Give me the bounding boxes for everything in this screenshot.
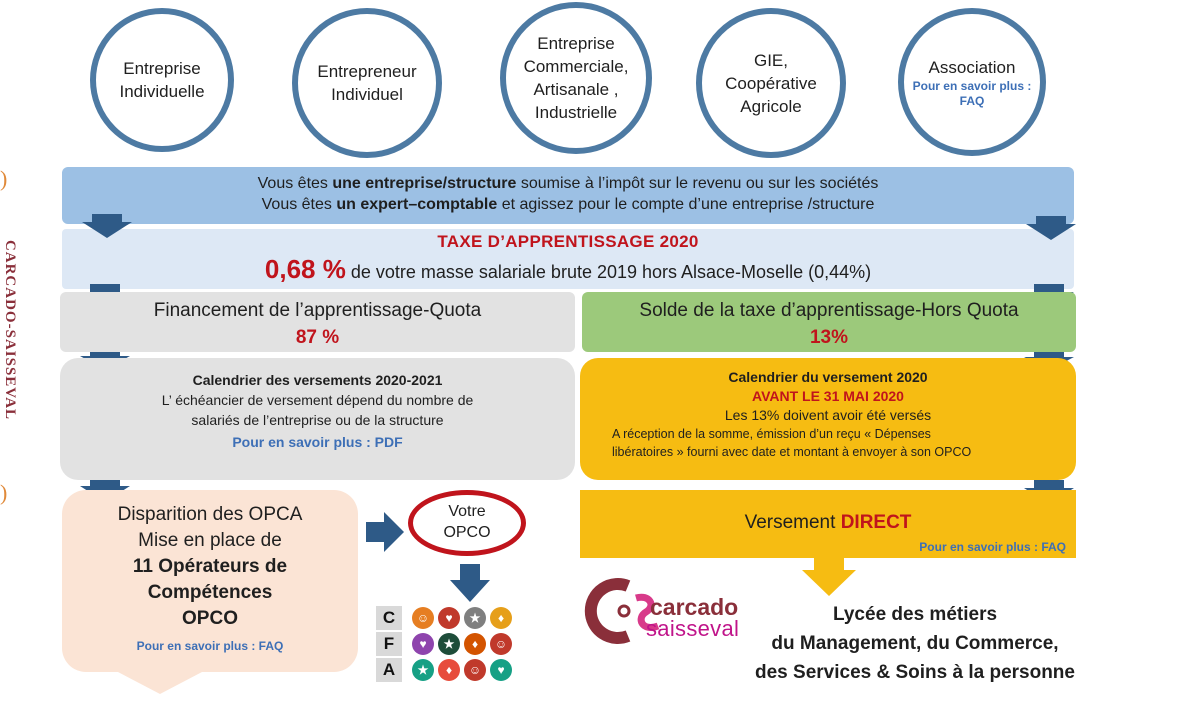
intro-line-2: Vous êtes un expert–comptable et agissez pour le compte d’une entreprise /structure bbox=[261, 196, 875, 213]
opca-line-2: Mise en place de bbox=[138, 530, 282, 551]
lycee-line-2: du Management, du Commerce, bbox=[771, 633, 1059, 654]
arrow-down-icon bbox=[450, 564, 490, 602]
carcado-saisseval-logo bbox=[580, 576, 750, 646]
opca-faq-link[interactable]: Pour en savoir plus : FAQ bbox=[136, 639, 284, 653]
cfa-letter-f: F bbox=[376, 632, 402, 656]
circle-gie-cooperative bbox=[696, 8, 846, 158]
cal-left-pdf-link[interactable]: Pour en savoir plus : PDF bbox=[232, 434, 403, 450]
circle-line: GIE, bbox=[753, 50, 788, 70]
cfa-icon: ♥ bbox=[438, 607, 460, 629]
circle-line: Artisanale , bbox=[533, 80, 619, 99]
cfa-icon: ♦ bbox=[490, 607, 512, 629]
side-label bbox=[0, 166, 20, 505]
logo-word-saisseval: saisseval bbox=[646, 616, 740, 641]
side-paren-top: ) bbox=[0, 166, 8, 191]
cfa-letter-a: A bbox=[376, 658, 402, 682]
cfa-icon: ★ bbox=[464, 607, 486, 629]
lycee-line-1: Lycée des métiers bbox=[832, 604, 998, 625]
cfa-icon: ☺ bbox=[490, 633, 512, 655]
cal-right-line-1: Les 13% doivent avoir été versés bbox=[724, 407, 932, 423]
opca-bubble-tail bbox=[118, 672, 202, 694]
cal-right-deadline: AVANT LE 31 MAI 2020 bbox=[752, 388, 904, 404]
side-paren-bottom: ) bbox=[0, 480, 8, 505]
circle-line: Entreprise bbox=[123, 59, 201, 78]
cfa-icon: ♦ bbox=[438, 659, 460, 681]
circle-entrepreneur-individuel bbox=[292, 8, 442, 158]
cal-left-line-2: salariés de l’entreprise ou de la structure bbox=[191, 412, 444, 428]
circle-line: Individuelle bbox=[119, 82, 205, 101]
cfa-letter-c: C bbox=[376, 606, 402, 630]
circle-line: Agricole bbox=[740, 96, 802, 116]
taxe-title: TAXE D’APPRENTISSAGE 2020 bbox=[437, 232, 699, 251]
taxe-band bbox=[62, 229, 1074, 289]
cal-right-line-3: libératoires » fourni avec date et montant à envoyer à son OPCO bbox=[612, 445, 972, 459]
association-faq-link[interactable]: Pour en savoir plus : FAQ bbox=[912, 78, 1032, 108]
hors-quota-box bbox=[582, 292, 1076, 352]
circle-line: Coopérative bbox=[725, 73, 817, 93]
circle-line: Commerciale, bbox=[523, 57, 629, 76]
quota-pct: 87 % bbox=[295, 327, 340, 348]
votre-opco-line-2: OPCO bbox=[443, 524, 491, 541]
opca-line-3: 11 Opérateurs de bbox=[132, 556, 288, 577]
cal-left-line-1: L’ échéancier de versement dépend du nombre de bbox=[161, 392, 474, 408]
logo-word-carcado: carcado bbox=[650, 594, 739, 620]
circle-association bbox=[898, 8, 1046, 156]
arrow-right-icon bbox=[366, 512, 404, 552]
arrow-down-icon bbox=[802, 558, 856, 596]
versement-title: Versement DIRECT bbox=[744, 512, 912, 533]
circle-line: Entrepreneur bbox=[317, 62, 417, 81]
taxe-pct: 0,68 % bbox=[264, 254, 346, 284]
versement-faq-link[interactable]: Pour en savoir plus : FAQ bbox=[919, 540, 1066, 554]
versement-direct-box bbox=[580, 490, 1076, 558]
opca-bubble bbox=[62, 490, 358, 672]
lycee-title bbox=[740, 600, 1090, 687]
opca-line-1: Disparition des OPCA bbox=[117, 504, 303, 525]
hors-quota-pct: 13% bbox=[809, 327, 849, 348]
cfa-icon: ★ bbox=[412, 659, 434, 681]
calendar-right-box bbox=[580, 358, 1076, 480]
arrow-down-icon bbox=[1026, 216, 1076, 240]
cfa-icon: ♥ bbox=[412, 633, 434, 655]
quota-title: Financement de l’apprentissage-Quota bbox=[153, 300, 482, 321]
opca-line-5: OPCO bbox=[182, 608, 238, 629]
intro-line-1: Vous êtes une entreprise/structure soumise à l’impôt sur le revenu ou sur les sociétés bbox=[257, 175, 879, 192]
cfa-icon: ☺ bbox=[412, 607, 434, 629]
cfa-icon: ☺ bbox=[464, 659, 486, 681]
circle-entreprise-individuelle bbox=[90, 8, 234, 152]
cal-left-title: Calendrier des versements 2020-2021 bbox=[192, 372, 443, 388]
quota-box bbox=[60, 292, 575, 352]
arrow-down-icon bbox=[82, 214, 132, 238]
cfa-icon: ★ bbox=[438, 633, 460, 655]
cal-right-title: Calendrier du versement 2020 bbox=[728, 369, 928, 385]
circle-line: Association bbox=[928, 57, 1016, 77]
cfa-icon: ♦ bbox=[464, 633, 486, 655]
cal-right-line-2: A réception de la somme, émission d’un reçu « Dépenses bbox=[612, 427, 931, 441]
lycee-line-3: des Services & Soins à la personne bbox=[755, 662, 1075, 683]
cfa-grid bbox=[376, 606, 526, 686]
votre-opco-oval bbox=[408, 490, 526, 556]
circle-line: Individuel bbox=[331, 85, 403, 104]
circle-line: Entreprise bbox=[537, 34, 615, 53]
opca-line-4: Compétences bbox=[147, 582, 273, 603]
cfa-icon: ♥ bbox=[490, 659, 512, 681]
circle-entreprise-commerciale bbox=[500, 2, 652, 154]
intro-band bbox=[62, 167, 1074, 224]
taxe-line: 0,68 % de votre masse salariale brute 2019 hors Alsace-Moselle (0,44%) bbox=[264, 254, 872, 284]
hors-quota-title: Solde de la taxe d’apprentissage-Hors Quota bbox=[639, 300, 1019, 321]
side-label-text: CARCADO-SAISSEVAL bbox=[2, 239, 18, 421]
circle-line: Industrielle bbox=[534, 103, 618, 122]
votre-opco-line-1: Votre bbox=[448, 503, 486, 520]
calendar-left-box bbox=[60, 358, 575, 480]
